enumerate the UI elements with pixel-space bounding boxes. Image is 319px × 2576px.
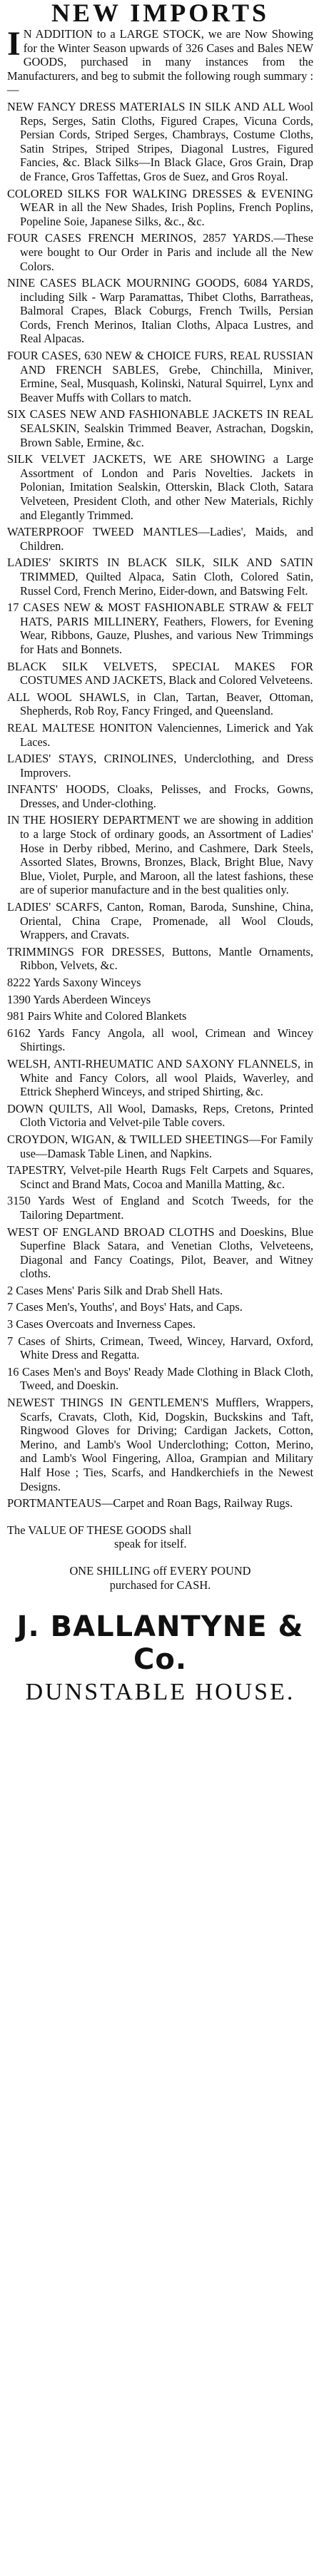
goods-item: INFANTS' HOODS, Cloaks, Pelisses, and Frocks, Gowns, Dresses, and Under-clothing. bbox=[7, 782, 313, 810]
cash-line-2: purchased for CASH. bbox=[109, 1578, 211, 1592]
goods-item: WELSH, ANTI-RHEUMATIC AND SAXONY FLANNELS, in White and Fancy Colors, all wool Plaids, Waverley, and Ettrick Shepherd Winceys, and striped Shirting, &c. bbox=[7, 1056, 313, 1099]
goods-item: LADIES' SKIRTS IN BLACK SILK, SILK AND SATIN TRIMMED, Quilted Alpaca, Satin Cloth, Colored Satin, Russel Cord, French Merino, Eider-down, and Batswing Felt. bbox=[7, 556, 313, 598]
goods-item: 3 Cases Overcoats and Inverness Capes. bbox=[7, 1317, 196, 1332]
goods-item: NEWEST THINGS IN GENTLEMEN'S Mufflers, Wrappers, Scarfs, Cravats, Cloth, Kid, Dogskin, Buckskins and Taft, Ringwood Gloves for Driving; Cardigan Jackets, Cotton, Merino, and Lamb's Wool Underclothing; Cotton, Merino, and Lamb's Wool Fingering, Alloa, Grampian and Military Half Hose ; Ties, Scarfs, and Handkerchiefs in the Newest Designs. bbox=[7, 1396, 313, 1493]
closing-line-1: The VALUE OF THESE GOODS shall bbox=[7, 1523, 192, 1537]
cash-discount-notice bbox=[7, 1564, 313, 1592]
headline: NEW IMPORTS bbox=[51, 0, 270, 21]
goods-item: LADIES' SCARFS, Canton, Roman, Baroda, Sunshine, China, Oriental, China Crape, Promenade, all Wool Clouds, Wrappers, and Cravats. bbox=[7, 900, 313, 942]
goods-item: 1390 Yards Aberdeen Winceys bbox=[7, 992, 151, 1006]
goods-item: TRIMMINGS FOR DRESSES, Buttons, Mantle Ornaments, Ribbon, Velvets, &c. bbox=[7, 944, 313, 973]
goods-item: 981 Pairs White and Colored Blankets bbox=[7, 1009, 187, 1023]
goods-item: NINE CASES BLACK MOURNING GOODS, 6084 YARDS, including Silk - Warp Paramattas, Thibet Cloths, Barratheas, Balmoral Crapes, Black Coburgs, French Twills, Persian Cords, French Merinos, Italian Cloths, Alpaca Lustres, and Real Alpacas. bbox=[7, 276, 313, 346]
goods-item: NEW FANCY DRESS MATERIALS IN SILK AND ALL Wool Reps, Serges, Satin Cloths, Figured Crapes, Vicuna Cords, Persian Cords, Striped Serges, Chambrays, Costume Cloths, Satin Stripes, Striped Stripes, Diagonal Lustres, Figured Fancies, &c. Black Silks—In Black Glace, Gros Grain, Drap de France, Gros Taffettas, Gros de Suez, and Gros Royal. bbox=[7, 99, 313, 183]
goods-item: TAPESTRY, Velvet-pile Hearth Rugs Felt Carpets and Squares, Scinct and Brand Mats, Cocoa and Manilla Matting, &c. bbox=[7, 1163, 313, 1191]
cash-line-1: ONE SHILLING off EVERY POUND bbox=[69, 1563, 251, 1578]
goods-item: WATERPROOF TWEED MANTLES—Ladies', Maids, and Children. bbox=[7, 525, 313, 553]
intro-text: N ADDITION to a LARGE STOCK, we are Now Showing for the Winter Season upwards of 326 Cases and Bales NEW GOODS, purchased in many instances from the Manufacturers, and beg to submit the following rough summary :— bbox=[7, 27, 313, 97]
goods-item: ALL WOOL SHAWLS, in Clan, Tartan, Beaver, Ottoman, Shepherds, Rob Roy, Fancy Fringed, and Queensland. bbox=[7, 690, 313, 718]
firm-name: J. BALLANTYNE & Co. bbox=[16, 1610, 304, 1677]
goods-item: 16 Cases Men's and Boys' Ready Made Clothing in Black Cloth, Tweed, and Doeskin. bbox=[7, 1364, 313, 1393]
goods-item: DOWN QUILTS, All Wool, Damasks, Reps, Cretons, Printed Cloth Victoria and Velvet-pile Table covers. bbox=[7, 1101, 313, 1130]
closing-line-2: speak for itself. bbox=[114, 1537, 187, 1551]
goods-item: 7 Cases Men's, Youths', and Boys' Hats, and Caps. bbox=[7, 1300, 243, 1314]
intro-paragraph bbox=[7, 27, 313, 97]
goods-item: IN THE HOSIERY DEPARTMENT we are showing in addition to a large Stock of ordinary goods, an Assortment of Ladies' Hose in Derby ribbed, Merino, and Cashmere, Dark Steels, Assorted Slates, Browns, Bronzes, Black, Bright Blue, Navy Blue, Violet, Purple, and Maroon, all the latest fashions, these are of superior manufacture and in the best qualities only. bbox=[7, 813, 313, 897]
goods-item: WEST OF ENGLAND BROAD CLOTHS and Doeskins, Blue Superfine Black Satara, and Venetian Cloths, Velveteens, Diagonal and Fancy Coatings, Pilot, Beaver, and Witney cloths. bbox=[7, 1225, 313, 1281]
goods-item: SILK VELVET JACKETS, WE ARE SHOWING a Large Assortment of London and Paris Novelties. Jackets in Polonian, Imitation Sealskin, Otterskin, Black Cloth, Satara Velveteen, President Cloth, and other New Materials, Richly and Elegantly Trimmed. bbox=[7, 452, 313, 522]
goods-item: BLACK SILK VELVETS, SPECIAL MAKES FOR COSTUMES AND JACKETS, Black and Colored Velveteens. bbox=[7, 659, 313, 688]
goods-item: CROYDON, WIGAN, & TWILLED SHEETINGS—For Family use—Damask Table Linen, and Napkins. bbox=[7, 1132, 313, 1160]
goods-item: 8222 Yards Saxony Winceys bbox=[7, 976, 141, 989]
goods-item: SIX CASES NEW AND FASHIONABLE JACKETS IN REAL SEALSKIN, Sealskin Trimmed Beaver, Astrachan, Dogskin, Brown Sable, Ermine, &c. bbox=[7, 407, 313, 449]
house-name: DUNSTABLE HOUSE. bbox=[25, 1679, 295, 1706]
goods-item: COLORED SILKS FOR WALKING DRESSES & EVENING WEAR in all the New Shades, Irish Poplins, French Poplins, Popeline Soie, Japanese Silks, &c., &c. bbox=[7, 186, 313, 228]
closing-statement bbox=[7, 1523, 313, 1551]
goods-item: LADIES' STAYS, CRINOLINES, Underclothing, and Dress Improvers. bbox=[7, 752, 313, 780]
goods-item: 6162 Yards Fancy Angola, all wool, Crimean and Wincey Shirtings. bbox=[7, 1026, 313, 1054]
goods-list bbox=[7, 100, 313, 1511]
goods-item: FOUR CASES FRENCH MERINOS, 2857 YARDS.—These were bought to Our Order in Paris and include all the New Colors. bbox=[7, 231, 313, 273]
goods-item: FOUR CASES, 630 NEW & CHOICE FURS, REAL RUSSIAN AND FRENCH SABLES, Grebe, Chinchilla, Miniver, Ermine, Seal, Musquash, Kolinski, Natural Squirrel, Lynx and Beaver Muffs with Collars to match. bbox=[7, 349, 313, 404]
goods-item: 7 Cases of Shirts, Crimean, Tweed, Wincey, Harvard, Oxford, White Dress and Regatta. bbox=[7, 1334, 313, 1362]
goods-item: REAL MALTESE HONITON Valenciennes, Limerick and Yak Laces. bbox=[7, 720, 313, 749]
goods-item: PORTMANTEAUS—Carpet and Roan Bags, Railway Rugs. bbox=[7, 1496, 293, 1511]
drop-cap: I bbox=[7, 25, 21, 63]
goods-item: 3150 Yards West of England and Scotch Tweeds, for the Tailoring Department. bbox=[7, 1194, 313, 1222]
goods-item: 2 Cases Mens' Paris Silk and Drab Shell Hats. bbox=[7, 1283, 223, 1297]
goods-item: 17 CASES NEW & MOST FASHIONABLE STRAW & FELT HATS, PARIS MILLINERY, Feathers, Flowers, for Evening Wear, Ribbons, Gauze, Plushes, and various New Trimmings for Hats and Bonnets. bbox=[7, 600, 313, 656]
